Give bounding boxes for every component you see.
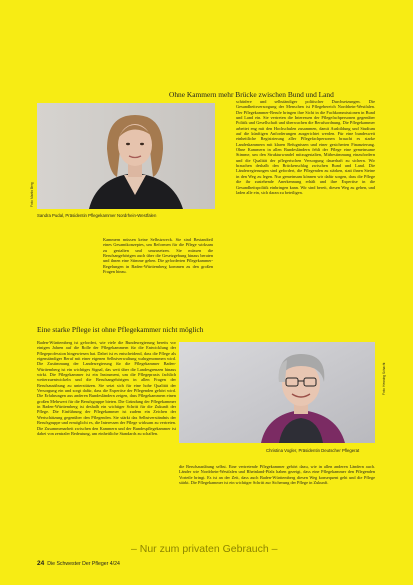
page-footer [37,560,120,567]
article1-heading: Ohne Kammern mehr Brücke zwischen Bund und Land [169,90,334,99]
article1-caption: Sandra Pudal, Präsidentin Pflegekammer Nordrhein-Westfalen [37,213,157,218]
article2-caption: Christina Vogler, Präsidentin Deutscher Pflegerat [266,448,360,453]
christine-vogler-photo [179,342,375,443]
publication-name: Die Schwester Der Pfleger 4/24 [47,561,120,567]
article1-photo-credit: Foto: Martin Berg [30,182,34,207]
article2-photo-credit: Foto: Henning Schacht [382,362,386,395]
article1-column-right: schärfere und selbständiger politischer Durchsetzungen. Die Gesundheitsversorgung der Menschen ist Pflegebereich Nordrhein-Westfalen. Der Pflegekammer-Berufe bringen ihre Sicht in die Fachkommissionen in Bund und Land ein. Sie vertreten die Interessen der Pflegefachpersonen gegenüber Politik und Gesellschaft und überwachen die Berufsordnung. Die Pflegekammer arbeitet eng mit den Hochschulen zusammen, damit Ausbildung und Studium auf die künftigen Anforderungen ausgerichtet werden. Für eine bundesweit einheitliche Registrierung aller Pflegefachpersonen braucht es starke Landeskammern mit klaren Befugnissen und einer gesicherten Finanzierung. Ohne Kammern in allen Bundesländern fehlt der Pflege eine gemeinsame Stimme, um den Strukturwandel mitzugestalten, Mitbestimmung einzufordern und die Qualität der pflegerischen Versorgung dauerhaft zu sichern. Wir brauchen deshalb den Brückenschlag zwischen Bund und Land. Die Länderregierungen sind gefordert, die Pflegenden zu stärken, statt ihnen Steine in den Weg zu legen. Nur gemeinsam können wir dafür sorgen, dass die Pflege die ihr zustehende Anerkennung erhält und ihre Expertise in die Gesundheitspolitik einbringen kann. Wir sind bereit, diesen Weg zu gehen, und laden alle ein, sich daran zu beteiligen. [236,99,375,195]
page-number: 24 [37,560,45,567]
article1-column-left: Kammern müssen keine Selbstzweck. Sie sind Bestandteil eines Gesamtkonzeptes, um Reformen für die Pflege wirksam zu gestalten und umzusetzen. Sie müssen die Berufsangehörigen auch über die Gesetzgebung hinaus beraten und ihnen eine Stimme geben. Die geforderten Pflegekammer-Regelungen in Baden-Württemberg kommen zu den großen Fragen hinzu. [103,237,213,275]
article2-column-right: die Berufsausübung selbst. Eine vertretende Pflegekammer gehört dazu, wie in allen anderen Ländern auch. Länder wie Nordrhein-Westfalen und Rheinland-Pfalz haben gezeigt, dass eine Pflegekammer den Pflegenden Vorteile bringt. Es ist an der Zeit, dass auch Baden-Württemberg diesen Weg konsequent geht und die Pflege stärkt. Die Pflegekammer ist ein wichtiger Schritt zur Sicherung der Pflege in Zukunft. [179,464,375,486]
article2-heading: Eine starke Pflege ist ohne Pflegekammer nicht möglich [37,325,204,334]
private-use-watermark: – Nur zum privaten Gebrauch – [131,543,278,555]
sandra-postel-photo [37,103,215,209]
article2-column-left: Baden-Württemberg ist gefordert, wie viele die Bundesregierung bereits vor einigen Jahren auf die Rolle der Pflegekammern für die Entwicklung der Pflegeprofession hingewiesen hat. Dabei ist es entscheidend, dass die Pflege als eigenständiger Beruf mit einer eigenen Selbstverwaltung wahrgenommen wird. Die Zustimmung der Landesregierung für die Pflegekammer Baden-Württemberg ist ein wichtiges Signal, das weit über die Landesgrenzen hinaus wirkt. Die Pflegekammer ist ein Instrument, um die Pflegepraxis fachlich weiterzuentwickeln und die Berufsangehörigen in allen Fragen der Berufsausübung zu unterstützen. Sie setzt sich für eine hohe Qualität der Versorgung ein und sorgt dafür, dass die Expertise der Pflegenden gehört wird. Die Erfahrungen aus anderen Bundesländern zeigen, dass Pflegekammern einen großen Mehrwert für die Berufsgruppe bieten. Die Gründung der Pflegekammer in Baden-Württemberg ist deshalb ein wichtiger Schritt für die Zukunft der Pflege. Die Einführung der Pflegekammer ist zudem ein Zeichen der Wertschätzung gegenüber den Pflegenden. Sie stärkt das Selbstverständnis der Berufsgruppe und ermöglicht es, die Interessen der Pflege wirksam zu vertreten. Die Zusammenarbeit zwischen den Kammern und der Bundespflegekammer ist dabei von zentraler Bedeutung, um einheitliche Standards zu schaffen. [37,340,176,436]
